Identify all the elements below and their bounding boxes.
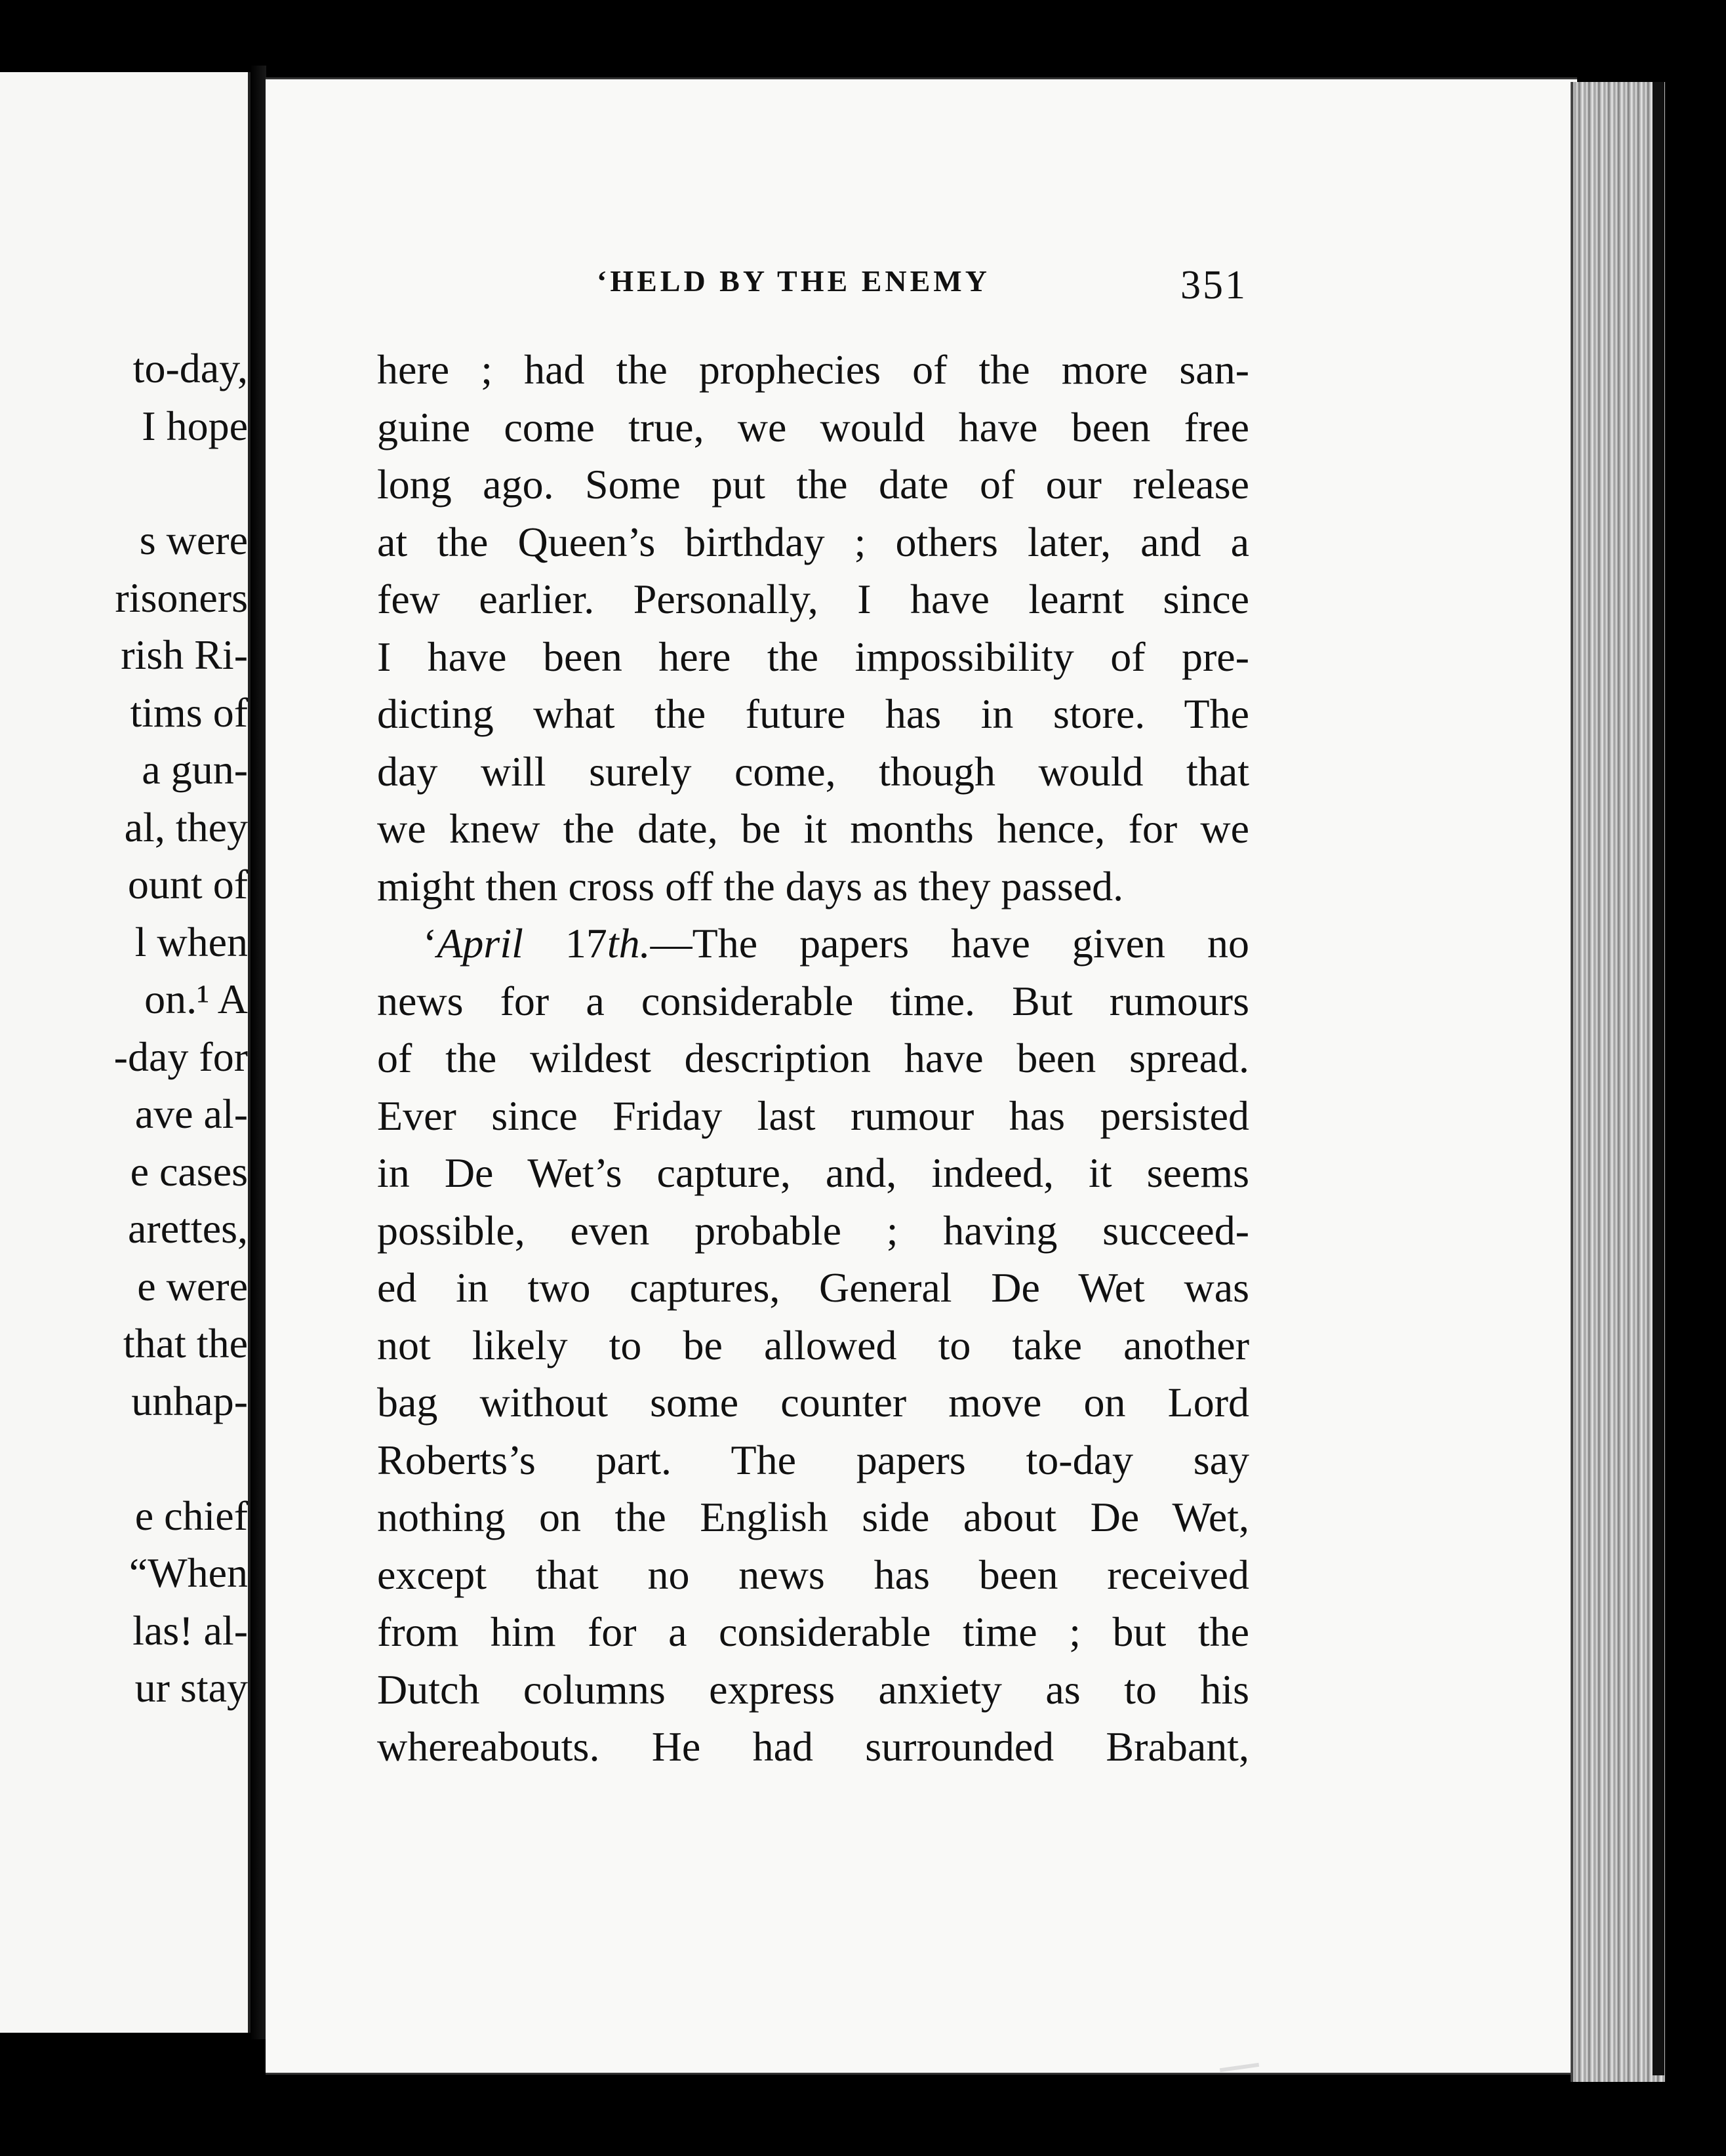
facing-page-line: -day for (113, 1033, 248, 1080)
text-line: Ever since Friday last rumour has persisted (377, 1092, 1249, 1139)
facing-page (0, 72, 251, 2033)
text-line: in De Wet’s capture, and, indeed, it seems (377, 1149, 1249, 1196)
facing-page-line: s were (139, 517, 248, 563)
entry-date-month: April (437, 920, 523, 967)
facing-page-line: that the (123, 1320, 248, 1367)
facing-page-line: on.¹ A (144, 976, 248, 1022)
facing-page-line: l when (134, 919, 248, 965)
facing-page-line: e chief (134, 1492, 248, 1539)
facing-page-line: e were (137, 1263, 248, 1309)
text-line: guine come true, we would have been free (377, 403, 1249, 450)
facing-page-line: to-day, (132, 345, 248, 391)
text-line: I have been here the impossibility of pre- (377, 633, 1249, 680)
facing-page-line: a gun- (142, 746, 248, 793)
facing-page-line: tims of (130, 689, 248, 736)
facing-page-line: unhap- (131, 1378, 248, 1424)
facing-page-line: ave al- (134, 1090, 248, 1137)
facing-page-line: “When (129, 1549, 248, 1596)
text-line: day will surely come, though would that (377, 748, 1249, 795)
entry-open-quote: ‘ (423, 920, 437, 967)
diary-entry-heading-line (377, 915, 1249, 972)
facing-page-line: las! al- (132, 1607, 248, 1654)
text-line: whereabouts. He had surrounded Brabant, (377, 1723, 1249, 1770)
page-edges (1571, 82, 1665, 2082)
page-number: 351 (1180, 263, 1247, 308)
text-line: of the wildest description have been spread. (377, 1035, 1249, 1081)
text-line: news for a considerable time. But rumours (377, 977, 1249, 1024)
text-line: might then cross off the days as they passed. (377, 862, 1124, 909)
text-line: Roberts’s part. The papers to-day say (377, 1436, 1249, 1483)
entry-first-line: —The papers have given no (650, 920, 1250, 967)
text-line: bag without some counter move on Lord (377, 1379, 1249, 1426)
book-cover-edge (1653, 82, 1664, 2075)
text-line: except that no news has been received (377, 1551, 1249, 1598)
text-line: at the Queen’s birthday ; others later, and a (377, 518, 1249, 565)
facing-page-line: risoners (115, 574, 248, 621)
running-head: ‘HELD BY THE ENEMY (597, 264, 990, 298)
facing-page-line: ount of (127, 861, 248, 908)
facing-page-line: rish Ri- (121, 631, 248, 678)
facing-page-line: e cases (130, 1148, 248, 1195)
text-line: here ; had the prophecies of the more san- (377, 346, 1249, 393)
text-line: from him for a considerable time ; but the (377, 1608, 1249, 1655)
text-line: long ago. Some put the date of our release (377, 461, 1249, 508)
facing-page-line: al, they (124, 804, 248, 850)
text-line: few earlier. Personally, I have learnt since (377, 576, 1249, 622)
entry-date-day: 17 (523, 920, 607, 967)
text-line: ed in two captures, General De Wet was (377, 1264, 1249, 1311)
text-line: nothing on the English side about De Wet, (377, 1494, 1249, 1540)
text-line: we knew the date, be it months hence, for we (377, 805, 1249, 852)
text-line: Dutch columns express anxiety as to his (377, 1666, 1249, 1713)
text-line: possible, even probable ; having succeed- (377, 1207, 1249, 1254)
entry-date-suffix: th. (607, 920, 651, 967)
facing-page-line: arettes, (128, 1205, 248, 1252)
facing-page-line: I hope (142, 403, 248, 449)
page-body (377, 341, 1249, 1776)
text-line: dicting what the future has in store. The (377, 690, 1249, 737)
facing-page-line: ur stay (134, 1664, 248, 1711)
book-gutter (251, 66, 266, 2039)
text-line: not likely to be allowed to take another (377, 1321, 1249, 1368)
